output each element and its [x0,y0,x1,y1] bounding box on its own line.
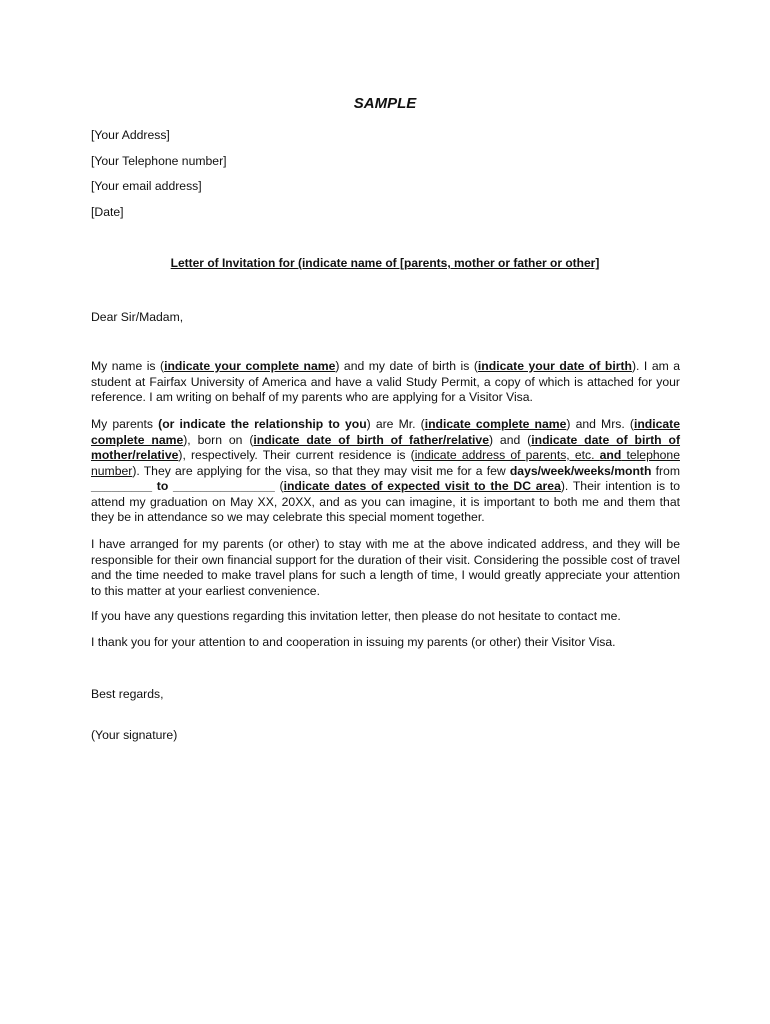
placeholder-telephone: telephone number [91,448,680,478]
text-span: from [651,463,680,478]
sender-telephone: [Your Telephone number] [91,154,227,168]
text-span: My name is ( [91,359,165,373]
placeholder-visit-dates: indicate dates of expected visit to the DC area [283,479,561,493]
letter-subject: Letter of Invitation for (indicate name of [parents, mother or father or other] [170,256,600,270]
text-span: ), born on ( [183,432,254,447]
placeholder-father-birthdate: indicate date of birth of father/relative [253,432,489,447]
closing: Best regards, [91,687,164,701]
text-span: ). I am a student at Fairfax University of America and have a valid Study Permit, a copy of which is attached for your reference. I am writing on behalf of my parents who are applying for a Visitor Visa. [91,359,681,404]
text-span: ). Their intention is to attend my graduation on May XX, 20XX, and as you can imagine, it is important to both me and them that they be in attendance so we may celebrate this special moment together. [91,479,680,524]
text-span: ). They are applying for the visa, so that they may visit me for a few [132,463,510,478]
placeholder-duration: days/week/weeks/month [509,463,652,478]
signature-placeholder: (Your signature) [91,728,178,742]
placeholder-mother-birthdate: indicate date of birth of mother/relative [91,432,681,462]
placeholder-father-name: indicate complete name [424,417,567,431]
text-span: ) and ( [488,432,532,447]
placeholder-date-range-blanks: _________ to _______________ [91,479,275,493]
paragraph-thanks: I thank you for your attention to and cooperation in issuing my parents (or other) their Visitor Visa. [91,635,616,649]
text-span: ( [274,479,284,493]
paragraph-introduction [91,359,680,406]
placeholder-complete-name: indicate your complete name [164,359,336,373]
paragraph-arrangements: I have arranged for my parents (or other) to stay with me at the above indicated address, and they will be responsible for their own financial support for the duration of their visit. Considering the possible cost of travel and the time needed to make travel plans for such a length of time, I would greatly appreciate your attention to this matter at your earliest convenience. [91,537,680,598]
placeholder-mother-name: indicate complete name [91,417,680,447]
text-span: ) and Mrs. ( [566,417,634,431]
placeholder-date-of-birth: indicate your date of birth [477,359,632,373]
sender-address: [Your Address] [91,128,170,142]
paragraph-parents-details [91,417,680,526]
text-span: ), respectively. Their current residence is ( [178,448,415,462]
sender-email: [Your email address] [91,179,202,193]
salutation: Dear Sir/Madam, [91,310,184,324]
paragraph-contact: If you have any questions regarding this invitation letter, then please do not hesitate to contact me. [91,609,621,623]
placeholder-relationship: (or indicate the relationship to you [158,417,367,431]
placeholder-address-and: and [599,448,622,462]
text-span: My parents [91,417,159,431]
text-span: ) and my date of birth is ( [335,359,478,373]
sample-heading: SAMPLE [353,95,417,112]
text-span: ) are Mr. ( [366,417,425,431]
placeholder-address-part1: indicate address of parents, etc. [414,448,600,462]
letter-date: [Date] [91,205,124,219]
